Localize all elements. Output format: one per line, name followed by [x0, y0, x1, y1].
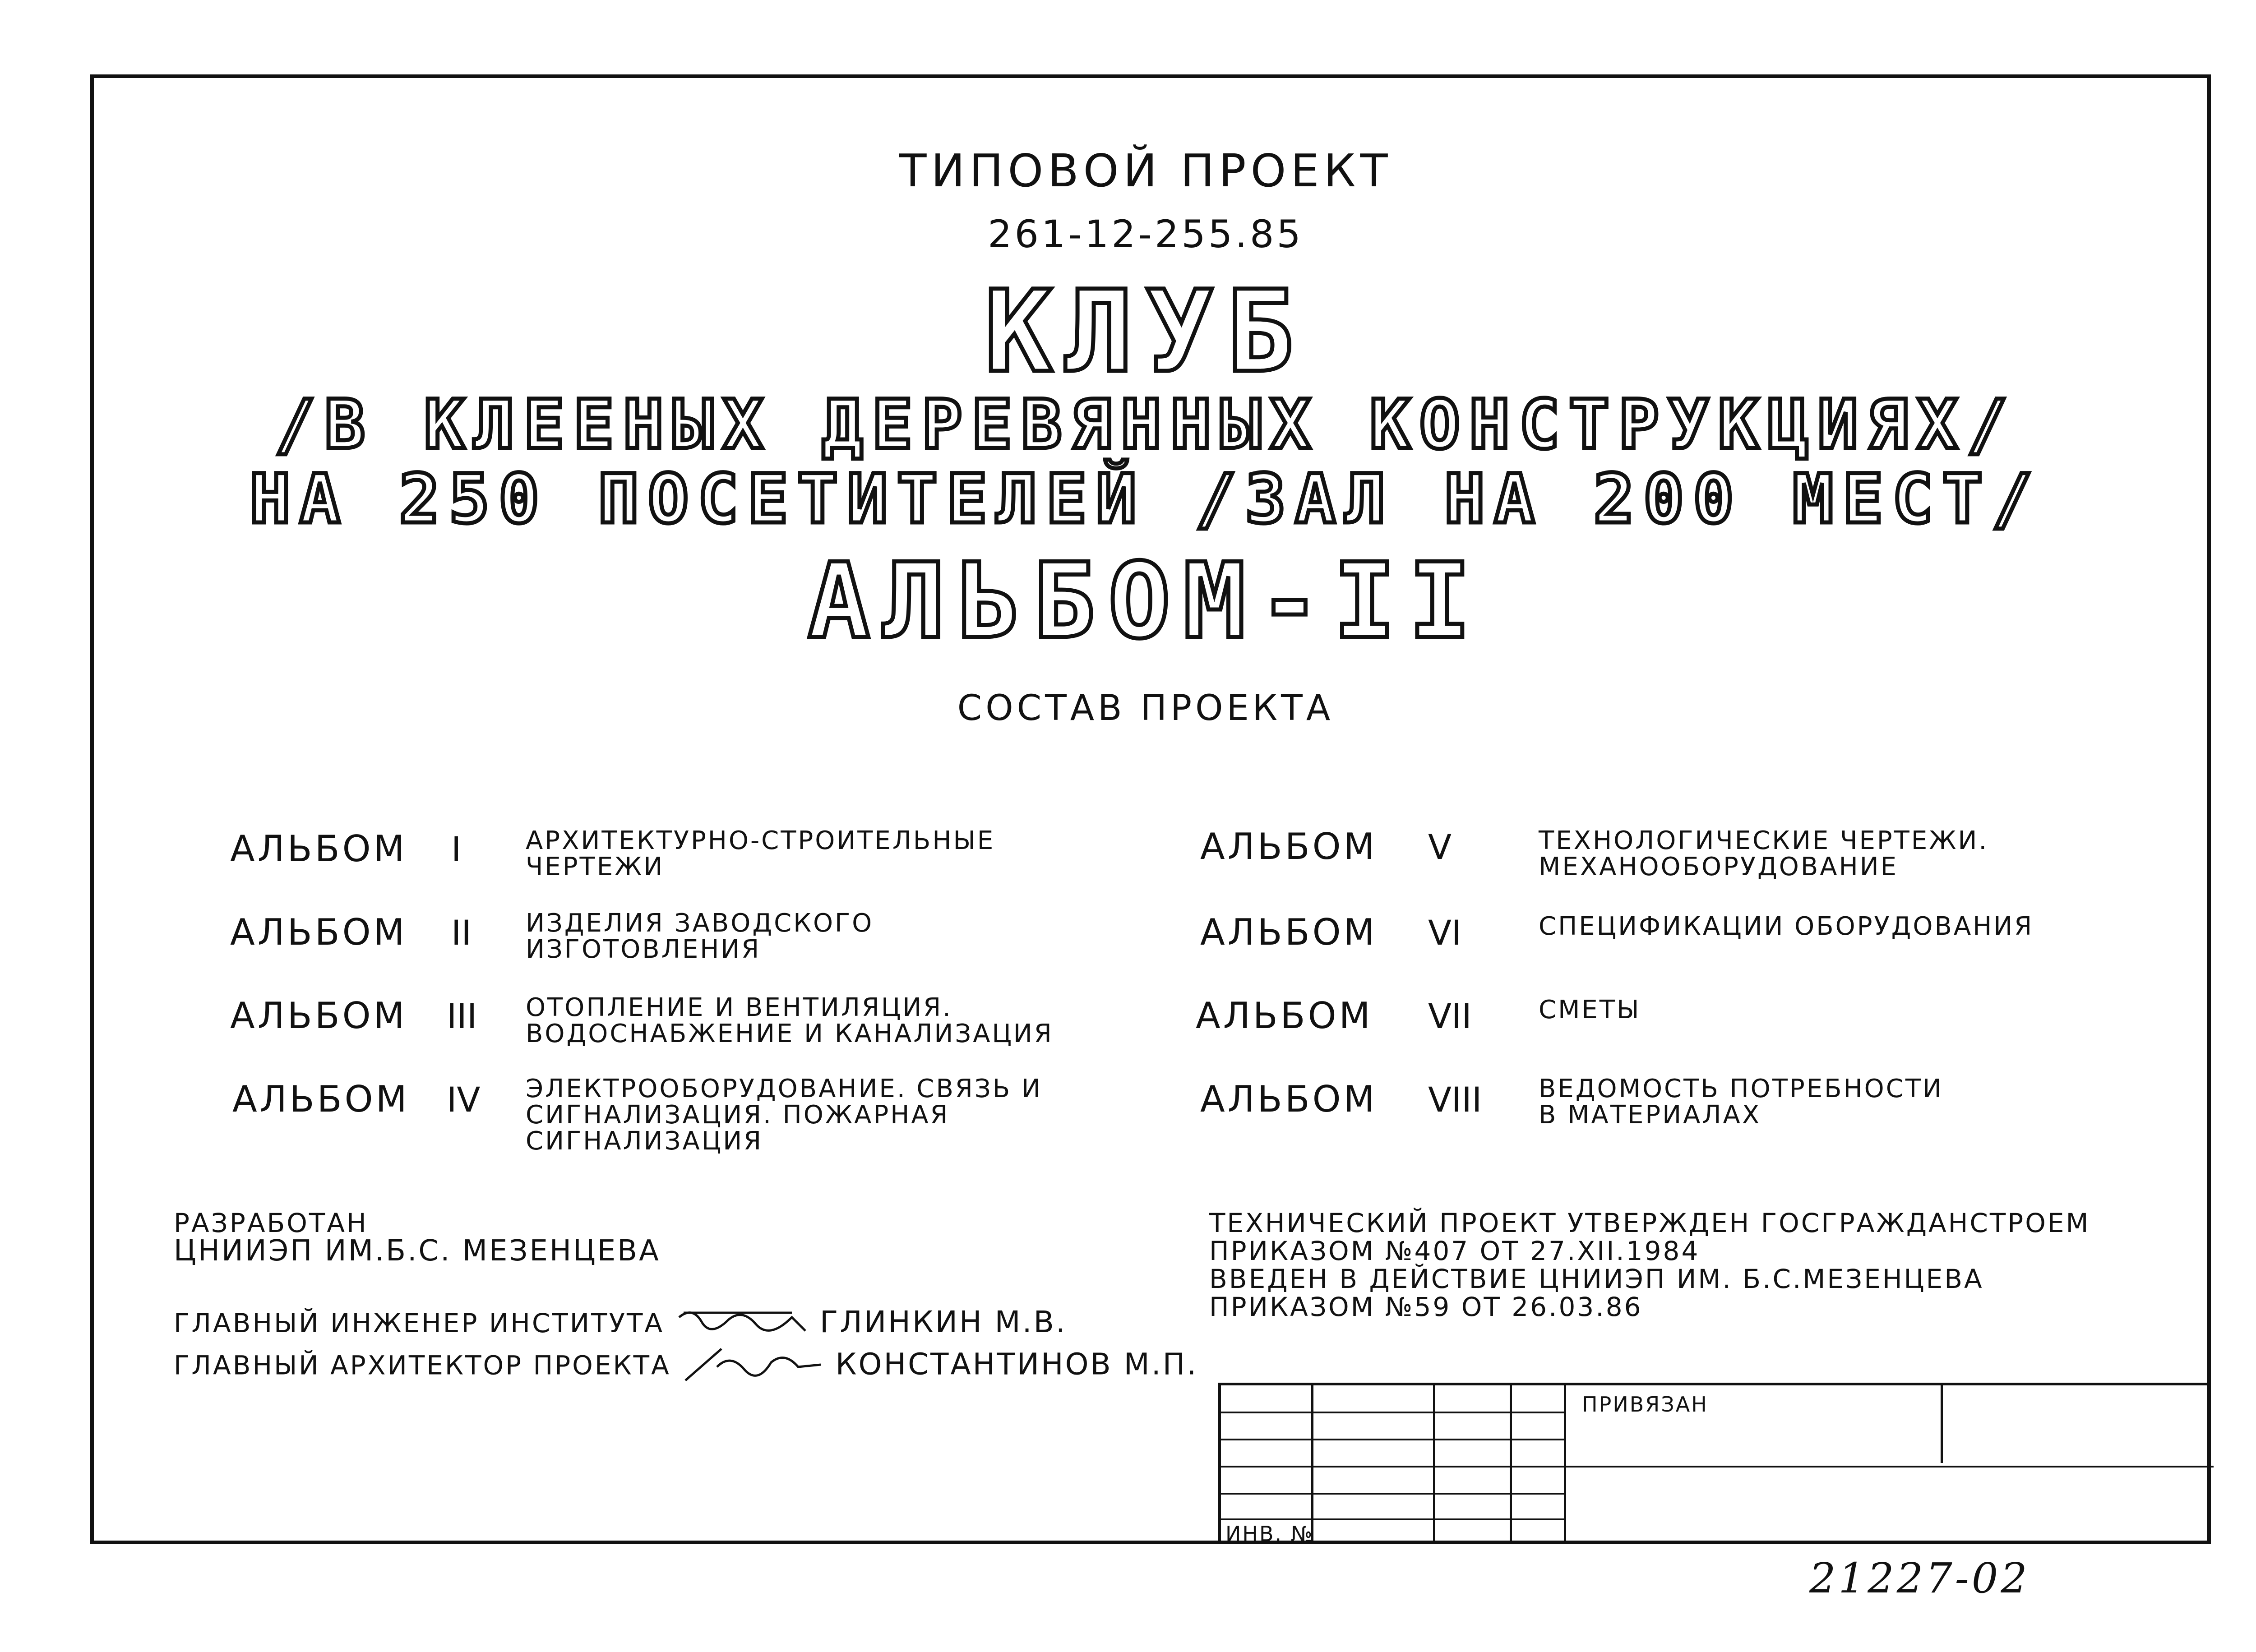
album-number: III: [447, 996, 477, 1036]
album-description: СПЕЦИФИКАЦИИ ОБОРУДОВАНИЯ: [1539, 912, 2034, 941]
chief-architect-row: [174, 1344, 1198, 1390]
approval-line3: ВВЕДЕН В ДЕЙСТВИЕ ЦНИИЭП ИМ. Б.С.МЕЗЕНЦЕВА: [1209, 1264, 1984, 1294]
album-description: ОТОПЛЕНИЕ И ВЕНТИЛЯЦИЯ. ВОДОСНАБЖЕНИЕ И КАНАЛИЗАЦИЯ: [526, 993, 1054, 1048]
album-label: АЛЬБОМ: [1196, 995, 1373, 1037]
subtitle-line2: НА 250 ПОСЕТИТЕЛЕЙ /ЗАЛ НА 200 МЕСТ/: [250, 460, 2042, 539]
approval-block: [1209, 1209, 2090, 1321]
approval-line2: ПРИКАЗОМ №407 ОТ 27.XII.1984: [1209, 1236, 1700, 1266]
album-number: IV: [447, 1080, 481, 1120]
album-label: АЛЬБОМ: [230, 995, 407, 1037]
album-label: АЛЬБОМ: [232, 1078, 410, 1120]
chief-architect-name: КОНСТАНТИНОВ М.П.: [835, 1347, 1198, 1382]
album-number: VIII: [1428, 1080, 1482, 1120]
album-label: АЛЬБОМ: [1200, 911, 1378, 953]
chief-engineer-label: ГЛАВНЫЙ ИНЖЕНЕР ИНСТИТУТА: [174, 1308, 665, 1339]
project-title: КЛУБ: [984, 266, 1307, 397]
album-number: I: [451, 829, 462, 869]
album-description: ЭЛЕКТРООБОРУДОВАНИЕ. СВЯЗЬ И СИГНАЛИЗАЦИЯ. ПОЖАРНАЯ СИГНАЛИЗАЦИЯ: [526, 1074, 1042, 1156]
album-label: АЛЬБОМ: [1200, 826, 1378, 868]
album-label: АЛЬБОМ: [1200, 1078, 1378, 1120]
album-description: ВЕДОМОСТЬ ПОТРЕБНОСТИ В МАТЕРИАЛАХ: [1539, 1074, 1943, 1130]
album-number: VI: [1428, 913, 1462, 953]
album-number: VII: [1428, 996, 1472, 1036]
album-description: ТЕХНОЛОГИЧЕСКИЕ ЧЕРТЕЖИ. МЕХАНООБОРУДОВАНИЕ: [1539, 826, 1989, 881]
subtitle-line1: /В КЛЕЕНЫХ ДЕРЕВЯННЫХ КОНСТРУКЦИЯХ/: [274, 386, 2017, 464]
album-description: СМЕТЫ: [1539, 995, 1641, 1024]
approval-line1: ТЕХНИЧЕСКИЙ ПРОЕКТ УТВЕРЖДЕН ГОСГРАЖДАНСТРОЕМ: [1209, 1208, 2090, 1238]
album-number: II: [451, 913, 472, 953]
album-label: АЛЬБОМ: [230, 911, 407, 953]
album-label: АЛЬБОМ: [230, 828, 407, 870]
developer-label: РАЗРАБОТАН: [174, 1208, 368, 1238]
privyazan-label: ПРИВЯЗАН: [1582, 1392, 1708, 1417]
inventory-number-label: ИНВ. №: [1225, 1522, 1314, 1546]
title-block-stamp: [1218, 1383, 2211, 1544]
signature-icon: [675, 1304, 810, 1346]
developer-block: [174, 1208, 661, 1268]
album-number: V: [1428, 827, 1452, 867]
chief-engineer-row: [174, 1304, 1067, 1346]
developer-org: ЦНИИЭП ИМ.Б.С. МЕЗЕНЦЕВА: [174, 1234, 661, 1268]
album-description: ИЗДЕЛИЯ ЗАВОДСКОГО ИЗГОТОВЛЕНИЯ: [526, 909, 874, 964]
project-number: 261-12-255.85: [988, 212, 1304, 256]
approval-line4: ПРИКАЗОМ №59 ОТ 26.03.86: [1209, 1292, 1643, 1322]
album-title: АЛЬБОМ-II: [807, 541, 1484, 662]
chief-engineer-name: ГЛИНКИН М.В.: [819, 1305, 1067, 1340]
composition-heading: СОСТАВ ПРОЕКТА: [957, 688, 1334, 729]
signature-icon: [681, 1344, 825, 1390]
doc-type: ТИПОВОЙ ПРОЕКТ: [899, 144, 1392, 197]
handwritten-number: 21227-02: [1809, 1554, 2030, 1602]
chief-architect-label: ГЛАВНЫЙ АРХИТЕКТОР ПРОЕКТА: [174, 1350, 671, 1381]
album-description: АРХИТЕКТУРНО-СТРОИТЕЛЬНЫЕ ЧЕРТЕЖИ: [526, 826, 995, 881]
